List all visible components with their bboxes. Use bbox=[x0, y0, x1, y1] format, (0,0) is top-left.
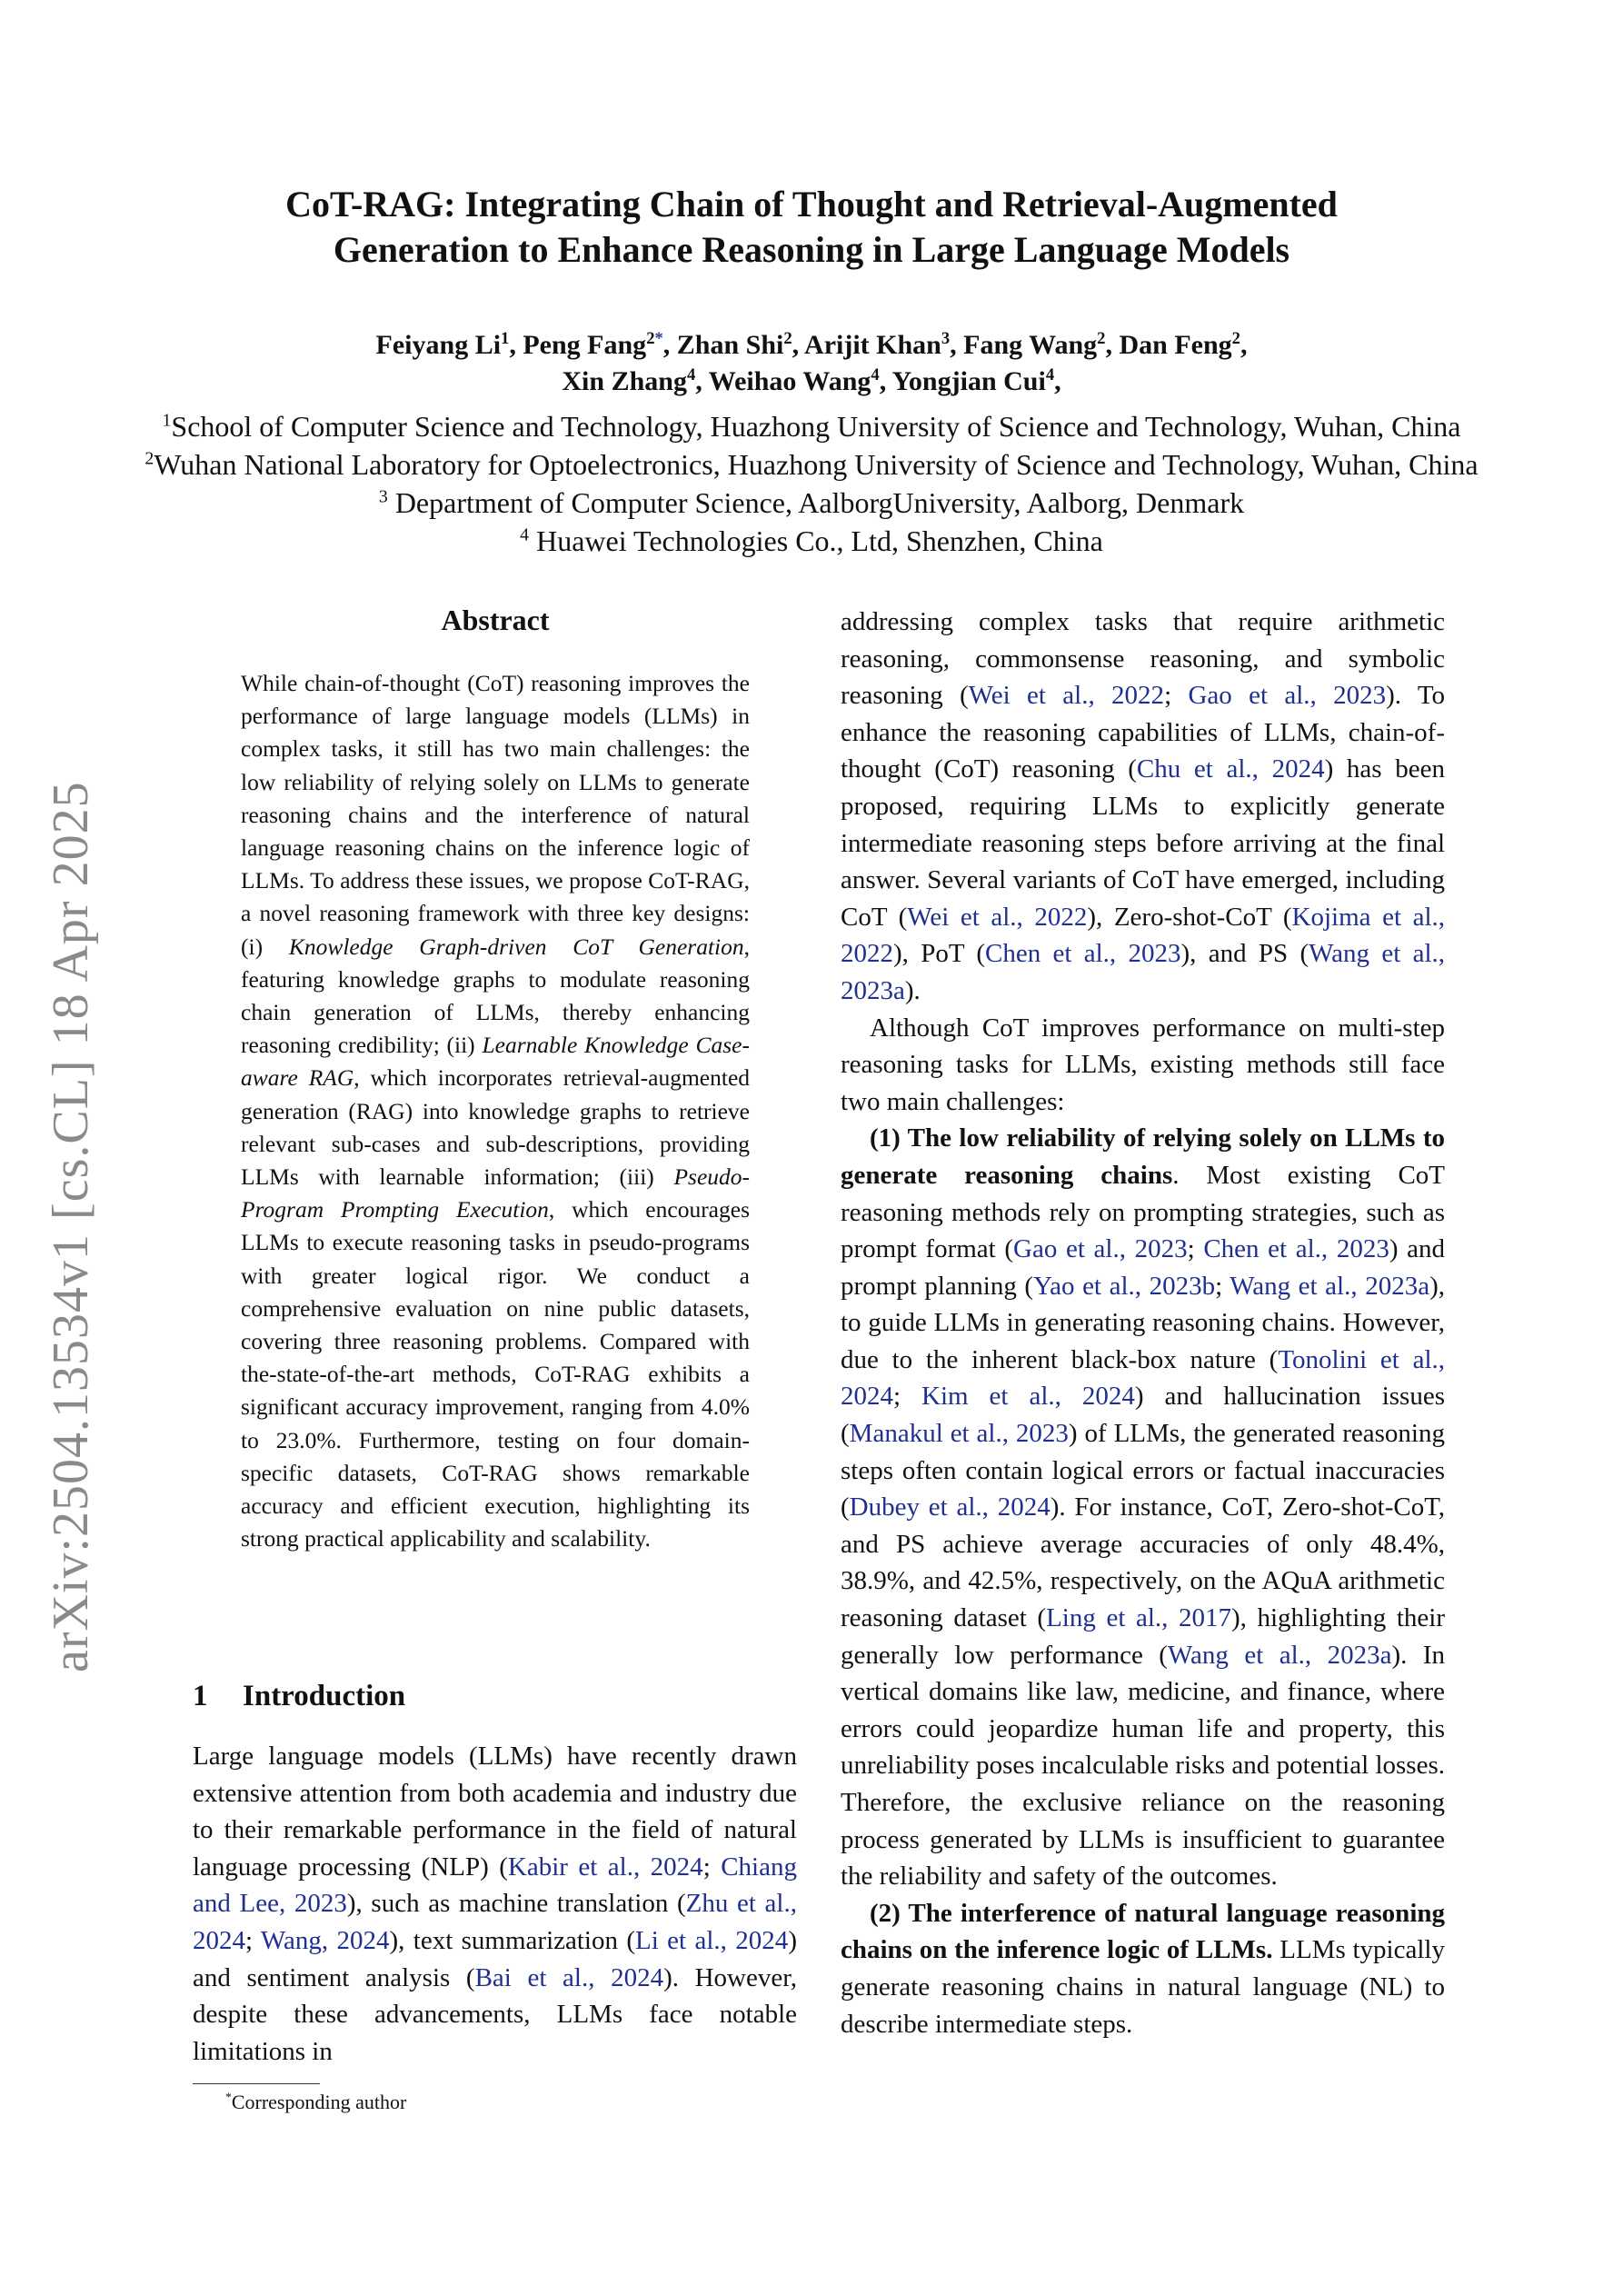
text-run: ). In vertical domains like law, medicine, and finance, where errors could jeopardize human life and property, this unreliability poses incalculable risks and potential losses. Therefore, the exclusive reliance on the reasoning process generated by LLMs is insufficient to guarantee the reliability and safety of the outcomes. bbox=[841, 1640, 1445, 1892]
bold-text: (2) The interference of natural language reasoning chains on the inference logic of LLMs. bbox=[841, 1898, 1445, 1965]
emphasis: Pseudo-Program Prompting Execution bbox=[241, 1163, 750, 1223]
affiliation-line bbox=[0, 484, 1623, 522]
author-affiliation-mark: 2 bbox=[1097, 329, 1106, 348]
paragraph bbox=[841, 604, 1445, 1010]
author-name: Dan Feng bbox=[1119, 330, 1232, 360]
citation-link[interactable]: Gao et al., 2023 bbox=[1013, 1234, 1188, 1264]
arxiv-identifier: arXiv:2504.13534v1 [cs.CL] 18 Apr 2025 bbox=[43, 781, 99, 1672]
author-affiliation-mark: 4 bbox=[871, 365, 880, 384]
citation-link[interactable]: Chu et al., 2024 bbox=[1136, 754, 1325, 784]
abstract-heading: Abstract bbox=[441, 604, 550, 636]
text-run: ; bbox=[245, 1925, 261, 1955]
author-affiliation-mark: 2 bbox=[1231, 329, 1240, 348]
citation-link[interactable]: Wei et al., 2022 bbox=[907, 902, 1088, 932]
affiliation-text: School of Computer Science and Technology, Huazhong University of Science and Technology, Wuhan, China bbox=[171, 410, 1461, 443]
author-name: Feiyang Li bbox=[375, 330, 502, 360]
citation-link[interactable]: Kim et al., 2024 bbox=[921, 1382, 1135, 1412]
text-run: ; bbox=[1187, 1234, 1204, 1264]
citation-link[interactable]: Ling et al., 2017 bbox=[1046, 1603, 1231, 1633]
bold-text: (1) The low reliability of relying solely on LLMs to generate reasoning chains bbox=[841, 1123, 1445, 1190]
citation-link[interactable]: Manakul et al., 2023 bbox=[849, 1419, 1069, 1449]
author-name: Yongjian Cui bbox=[891, 366, 1046, 396]
author-affiliation-mark: 1 bbox=[501, 329, 510, 348]
author-affiliation-mark: 2 bbox=[783, 329, 792, 348]
text-run: ), Zero-shot-CoT ( bbox=[1087, 902, 1292, 932]
citation-link[interactable]: Wang et al., 2023a bbox=[1167, 1640, 1392, 1670]
authors-line-1: Feiyang Li$^1$, Peng Fang$^{2*}$, Zhan Shi$^2$, Arijit Khan$^3$, Fang Wang$^2$, Dan Feng$^2$, bbox=[375, 329, 1248, 360]
citation-link[interactable]: Kojima et al., 2022 bbox=[841, 902, 1446, 969]
text-run: ). However, despite these advancements, LLMs face notable limitations in bbox=[193, 1962, 797, 2066]
text-run: , featuring knowledge graphs to modulate reasoning chain generation of LLMs, thereby enhancing reasoning credibility; (ii) bbox=[241, 933, 750, 1059]
title-line-2: Generation to Enhance Reasoning in Large Language Models bbox=[333, 229, 1290, 270]
text-run: ), text summarization ( bbox=[389, 1925, 636, 1955]
left-column-text bbox=[193, 1738, 797, 2070]
text-run: ) has been proposed, requiring LLMs to explicitly generate intermediate reasoning steps before arriving at the final answer. Several variants of CoT have emerged, including CoT ( bbox=[841, 754, 1446, 932]
text-run: ), highlighting their generally low performance ( bbox=[841, 1603, 1445, 1670]
text-run: LLMs typically generate reasoning chains in natural language (NL) to describe intermediate steps. bbox=[841, 1935, 1445, 2039]
citation-link[interactable]: Bai et al., 2024 bbox=[474, 1962, 664, 1992]
text-run: , which incorporates retrieval-augmented generation (RAG) into knowledge graphs to retrieve relevant sub-cases and sub-descriptions, providing LLMs with learnable information; (iii) bbox=[241, 1064, 751, 1191]
citation-link[interactable]: Chen et al., 2023 bbox=[1203, 1234, 1389, 1264]
section-heading bbox=[193, 1680, 405, 1713]
citation-link[interactable]: Gao et al., 2023 bbox=[1188, 681, 1387, 711]
citation-link[interactable]: Wang, 2024 bbox=[260, 1925, 390, 1955]
affiliation-text: Department of Computer Science, AalborgUniversity, Aalborg, Denmark bbox=[387, 486, 1245, 519]
footnote-text: Corresponding author bbox=[231, 2091, 407, 2113]
author-list bbox=[0, 327, 1623, 400]
author-name: Peng Fang bbox=[523, 330, 647, 360]
citation-link[interactable]: Wei et al., 2022 bbox=[968, 681, 1165, 711]
author-affiliation-mark: 4 bbox=[1045, 365, 1055, 384]
citation-link[interactable]: Li et al., 2024 bbox=[635, 1925, 789, 1955]
text-run: While chain-of-thought (CoT) reasoning improves the performance of large language models (LLMs) in complex tasks, it still has two main challenges: the low reliability of relying solely on LLMs to generate reasoning chains and the interference of natural language reasoning chains on the inference logic of LLMs. To address these issues, we propose CoT-RAG, a novel reasoning framework with three key designs: (i) bbox=[241, 670, 750, 960]
text-run: Although CoT improves performance on multi-step reasoning tasks for LLMs, existing methods still face two main challenges: bbox=[841, 1013, 1445, 1116]
citation-link[interactable]: Yao et al., 2023b bbox=[1033, 1271, 1216, 1301]
affiliation-line bbox=[0, 407, 1623, 445]
text-run: Large language models (LLMs) have recently drawn extensive attention from both academia and industry due to their remarkable performance in the field of natural language processing (NLP) ( bbox=[193, 1742, 797, 1882]
paragraph bbox=[841, 1010, 1445, 1121]
affiliation-mark: 4 bbox=[520, 524, 530, 545]
affiliation-mark: 2 bbox=[144, 448, 154, 469]
text-run: ) and prompt planning ( bbox=[841, 1234, 1445, 1301]
text-run: ). bbox=[904, 975, 921, 1005]
section-number: 1 bbox=[193, 1680, 208, 1712]
emphasis: Learnable Knowledge Case-aware RAG bbox=[241, 1032, 750, 1092]
paragraph bbox=[841, 1120, 1445, 1894]
text-run: ; bbox=[1215, 1271, 1230, 1301]
citation-link[interactable]: Tonolini et al., 2024 bbox=[841, 1344, 1446, 1412]
footnote-mark: * bbox=[225, 2090, 232, 2104]
text-run: ), such as machine translation ( bbox=[346, 1889, 686, 1919]
text-run: ; bbox=[702, 1852, 722, 1882]
paper-title bbox=[0, 182, 1623, 273]
author-name: Weihao Wang bbox=[708, 366, 871, 396]
author-name: Zhan Shi bbox=[676, 330, 784, 360]
citation-link[interactable]: Chiang and Lee, 2023 bbox=[193, 1852, 797, 1919]
author-name: Xin Zhang bbox=[562, 366, 687, 396]
text-run: ), to guide LLMs in generating reasoning chains. However, due to the inherent black-box nature ( bbox=[841, 1271, 1445, 1374]
footnote-rule bbox=[193, 2083, 320, 2084]
text-run: . Most existing CoT reasoning methods rely on prompting strategies, such as prompt format ( bbox=[841, 1160, 1446, 1264]
author-affiliation-mark: 4 bbox=[686, 365, 696, 384]
text-run: ), and PS ( bbox=[1180, 939, 1309, 969]
text-run: ) of LLMs, the generated reasoning steps often contain logical errors or factual inaccuracies ( bbox=[841, 1419, 1445, 1522]
section-title: Introduction bbox=[243, 1680, 406, 1712]
author-affiliation-mark: 3 bbox=[941, 329, 951, 348]
title-line-1: CoT-RAG: Integrating Chain of Thought and Retrieval-Augmented bbox=[285, 184, 1338, 225]
citation-link[interactable]: Chen et al., 2023 bbox=[985, 939, 1181, 969]
text-run: ) and hallucination issues ( bbox=[841, 1382, 1445, 1449]
affiliation-text: Huawei Technologies Co., Ltd, Shenzhen, China bbox=[529, 524, 1103, 557]
footnote bbox=[225, 2091, 406, 2114]
authors-line-2: Xin Zhang$^4$, Weihao Wang$^4$, Yongjian Cui$^4$, bbox=[562, 365, 1061, 396]
author-name: Fang Wang bbox=[963, 330, 1098, 360]
text-run: , which encourages LLMs to execute reasoning tasks in pseudo-programs with greater logical rigor. We conduct a comprehensive evaluation on nine public datasets, covering three reasoning problems. Compared with the-state-of-the-art methods, CoT-RAG exhibits a significant accuracy improvement, ranging from 4.0% to 23.0%. Furthermore, testing on four domain-specific datasets, CoT-RAG shows remarkable accuracy and efficient execution, highlighting its strong practical applicability and scalability. bbox=[241, 1196, 750, 1552]
author-affiliation-mark: 2* bbox=[646, 329, 663, 348]
affiliation-text: Wuhan National Laboratory for Optoelectronics, Huazhong University of Science and Technology, Wuhan, China bbox=[154, 448, 1479, 481]
affiliation-line bbox=[0, 445, 1623, 484]
citation-link[interactable]: Dubey et al., 2024 bbox=[849, 1492, 1050, 1522]
citation-link[interactable]: Kabir et al., 2024 bbox=[507, 1852, 703, 1882]
affiliation-line bbox=[0, 522, 1623, 560]
citation-link[interactable]: Wang et al., 2023a bbox=[1230, 1271, 1430, 1301]
text-run: ) and sentiment analysis ( bbox=[193, 1925, 797, 1992]
citation-link[interactable]: Zhu et al., 2024 bbox=[193, 1889, 797, 1955]
paragraph bbox=[841, 1895, 1445, 2042]
right-column-text bbox=[841, 604, 1445, 2042]
citation-link[interactable]: Wang et al., 2023a bbox=[841, 939, 1445, 1005]
affiliations bbox=[0, 407, 1623, 560]
abstract-body bbox=[241, 667, 750, 1555]
text-run: ), PoT ( bbox=[893, 939, 985, 969]
corresponding-author-mark: * bbox=[654, 329, 663, 348]
author-name: Arijit Khan bbox=[804, 330, 941, 360]
text-run: addressing complex tasks that require arithmetic reasoning, commonsense reasoning, and symbolic reasoning ( bbox=[841, 607, 1445, 711]
text-run: ). To enhance the reasoning capabilities of LLMs, chain-of-thought (CoT) reasoning ( bbox=[841, 681, 1446, 784]
paragraph bbox=[193, 1738, 797, 2070]
text-run: ). For instance, CoT, Zero-shot-CoT, and PS achieve average accuracies of only 48.4%, 38.9%, and 42.5%, respectively, on the AQuA arithmetic reasoning dataset ( bbox=[841, 1492, 1446, 1633]
affiliation-mark: 1 bbox=[162, 410, 172, 431]
text-run: ; bbox=[893, 1382, 922, 1412]
text-run: ; bbox=[1164, 681, 1189, 711]
emphasis: Knowledge Graph-driven CoT Generation bbox=[288, 933, 744, 960]
affiliation-mark: 3 bbox=[378, 486, 388, 507]
